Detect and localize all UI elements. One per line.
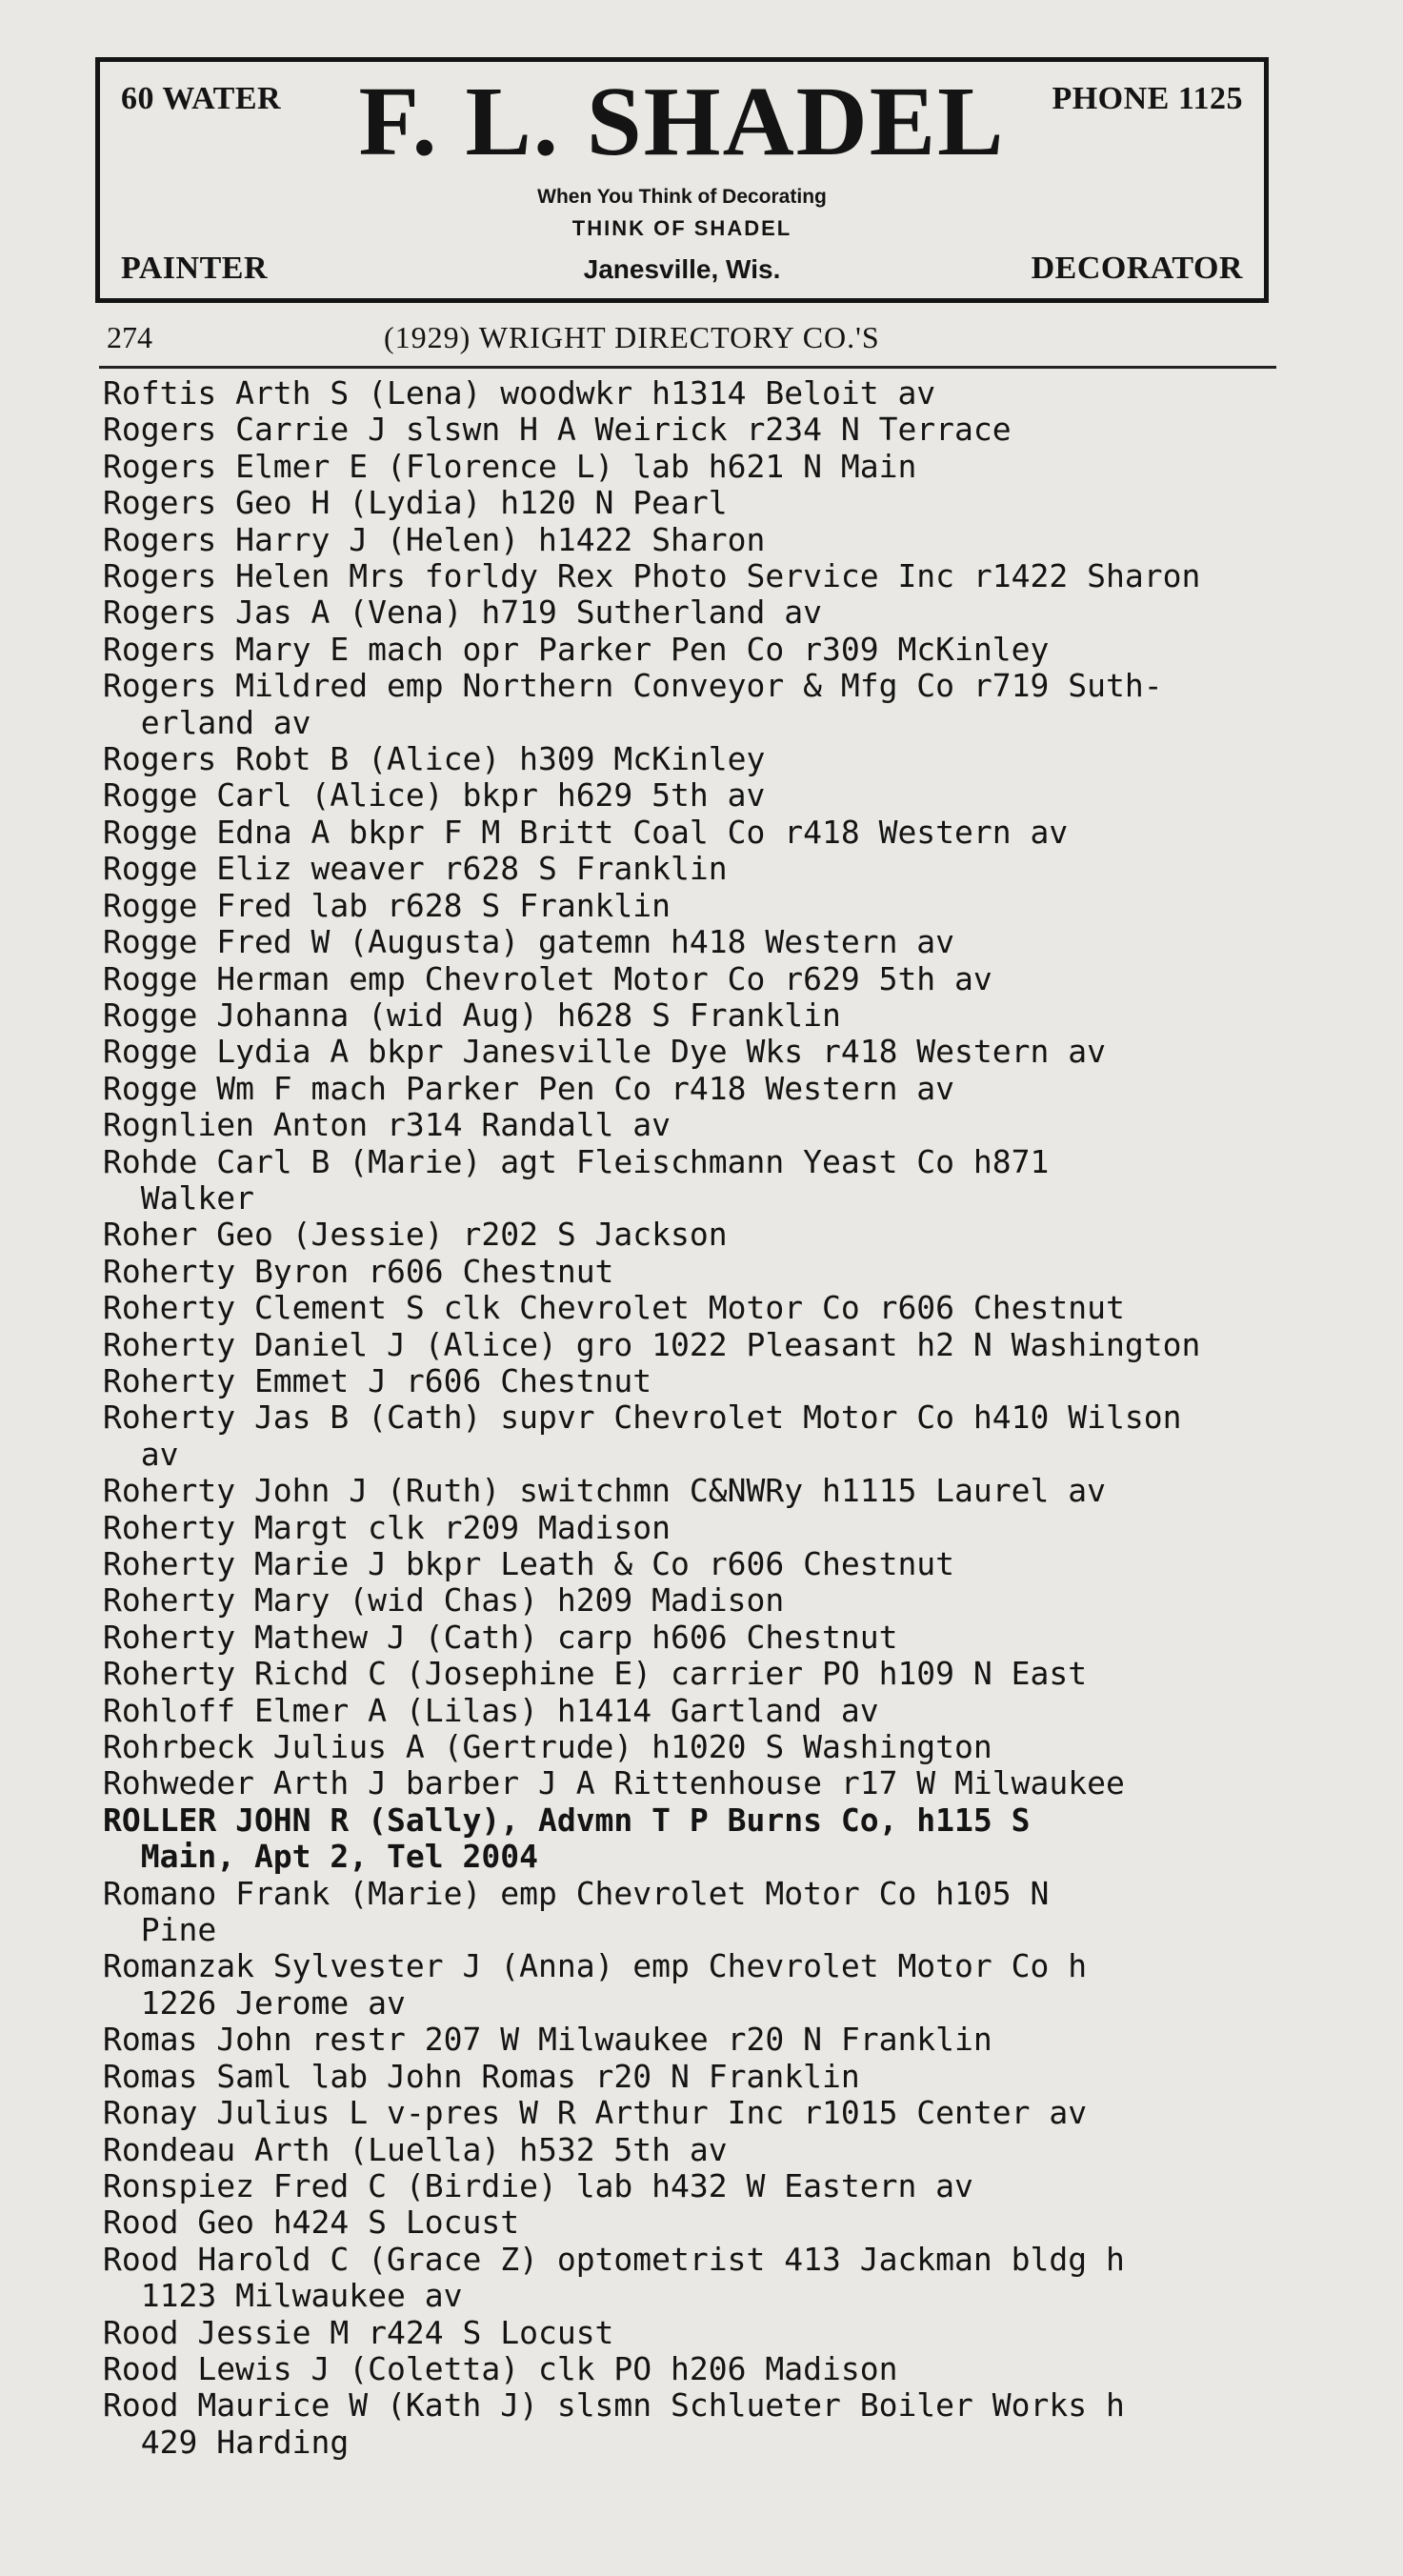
directory-entry: Rohrbeck Julius A (Gertrude) h1020 S Washington bbox=[103, 1728, 992, 1766]
directory-entry: Rogge Eliz weaver r628 S Franklin bbox=[103, 850, 728, 888]
directory-entry: Rogge Carl (Alice) bkpr h629 5th av bbox=[103, 776, 766, 815]
directory-entry: ROLLER JOHN R (Sally), Advmn T P Burns Co, h115 S Main, Apt 2, Tel 2004 bbox=[103, 1801, 1031, 1876]
directory-entry: Rogers Carrie J slswn H A Weirick r234 N Terrace bbox=[103, 411, 1012, 449]
directory-entry: Rood Harold C (Grace Z) optometrist 413 Jackman bldg h 1123 Milwaukee av bbox=[103, 2240, 1125, 2315]
directory-entry: Rood Jessie M r424 S Locust bbox=[103, 2313, 614, 2351]
directory-entry: Rogers Mary E mach opr Parker Pen Co r309 McKinley bbox=[103, 630, 1050, 668]
directory-entry: Rogge Herman emp Chevrolet Motor Co r629 5th av bbox=[103, 959, 992, 997]
directory-entry: Rogers Jas A (Vena) h719 Sutherland av bbox=[103, 594, 822, 632]
directory-entry: Roherty Byron r606 Chestnut bbox=[103, 1252, 614, 1290]
ad-address: 60 WATER bbox=[121, 81, 282, 116]
directory-entry: Rogge Johanna (wid Aug) h628 S Franklin bbox=[103, 996, 841, 1034]
directory-entry: Rogers Harry J (Helen) h1422 Sharon bbox=[103, 520, 766, 558]
directory-entry: Rogge Wm F mach Parker Pen Co r418 Western av bbox=[103, 1069, 955, 1107]
directory-listing bbox=[103, 375, 1284, 2461]
directory-entry: Rogers Mildred emp Northern Conveyor & Mfg Co r719 Suth- erland av bbox=[103, 667, 1163, 741]
directory-entry: Roherty Jas B (Cath) supvr Chevrolet Motor Co h410 Wilson av bbox=[103, 1399, 1182, 1473]
ad-tagline: When You Think of Decorating bbox=[537, 186, 827, 208]
directory-entry: Romanzak Sylvester J (Anna) emp Chevrolet Motor Co h 1226 Jerome av bbox=[103, 1947, 1088, 2022]
directory-entry: Rogge Edna A bkpr F M Britt Coal Co r418 Western av bbox=[103, 813, 1069, 851]
directory-entry: Ronay Julius L v-pres W R Arthur Inc r1015 Center av bbox=[103, 2094, 1088, 2132]
directory-entry: Rood Lewis J (Coletta) clk PO h206 Madison bbox=[103, 2349, 898, 2387]
directory-entry: Roftis Arth S (Lena) woodwkr h1314 Beloit av bbox=[103, 374, 936, 412]
directory-entry: Rogge Fred W (Augusta) gatemn h418 Western av bbox=[103, 923, 955, 961]
directory-entry: Roherty Richd C (Josephine E) carrier PO h109 N East bbox=[103, 1655, 1088, 1693]
directory-entry: Rogers Helen Mrs forldy Rex Photo Service Inc r1422 Sharon bbox=[103, 557, 1201, 595]
header-rule bbox=[99, 366, 1276, 369]
directory-entry: Rood Maurice W (Kath J) slsmn Schlueter Boiler Works h 429 Harding bbox=[103, 2386, 1125, 2461]
directory-entry: Roherty Margt clk r209 Madison bbox=[103, 1508, 671, 1546]
directory-entry: Roherty Mary (wid Chas) h209 Madison bbox=[103, 1581, 785, 1620]
directory-entry: Roherty Daniel J (Alice) gro 1022 Pleasant h2 N Washington bbox=[103, 1325, 1201, 1363]
directory-entry: Romas Saml lab John Romas r20 N Franklin bbox=[103, 2057, 860, 2095]
directory-entry: Roherty Clement S clk Chevrolet Motor Co r606 Chestnut bbox=[103, 1289, 1125, 1327]
ad-phone: PHONE 1125 bbox=[1052, 81, 1243, 116]
directory-entry: Rohde Carl B (Marie) agt Fleischmann Yeast Co h871 Walker bbox=[103, 1142, 1050, 1217]
directory-entry: Rogers Elmer E (Florence L) lab h621 N Main bbox=[103, 447, 917, 485]
directory-entry: Roherty Marie J bkpr Leath & Co r606 Chestnut bbox=[103, 1545, 955, 1582]
page-number: 274 bbox=[107, 320, 152, 354]
ad-trade-painter: PAINTER bbox=[121, 251, 268, 286]
directory-entry: Rogge Lydia A bkpr Janesville Dye Wks r418 Western av bbox=[103, 1033, 1106, 1071]
directory-entry: Roherty Mathew J (Cath) carp h606 Chestnut bbox=[103, 1618, 898, 1656]
ad-slogan: THINK OF SHADEL bbox=[571, 216, 792, 240]
ad-trade-decorator: DECORATOR bbox=[1031, 251, 1243, 286]
directory-entry: Rogers Geo H (Lydia) h120 N Pearl bbox=[103, 484, 728, 522]
directory-entry: Rognlien Anton r314 Randall av bbox=[103, 1106, 671, 1144]
directory-entry: Rogers Robt B (Alice) h309 McKinley bbox=[103, 740, 766, 778]
ad-city: Janesville, Wis. bbox=[583, 254, 781, 284]
directory-entry: Romas John restr 207 W Milwaukee r20 N Franklin bbox=[103, 2021, 992, 2059]
directory-entry: Romano Frank (Marie) emp Chevrolet Motor Co h105 N Pine bbox=[103, 1874, 1050, 1949]
directory-entry: Roherty Emmet J r606 Chestnut bbox=[103, 1361, 652, 1399]
directory-entry: Roher Geo (Jessie) r202 S Jackson bbox=[103, 1216, 728, 1254]
directory-entry: Ronspiez Fred C (Birdie) lab h432 W Eastern av bbox=[103, 2166, 973, 2204]
directory-entry: Rondeau Arth (Luella) h532 5th av bbox=[103, 2130, 728, 2168]
directory-entry: Rohweder Arth J barber J A Rittenhouse r17 W Milwaukee bbox=[103, 1764, 1125, 1802]
directory-title: (1929) WRIGHT DIRECTORY CO.'S bbox=[384, 320, 880, 354]
directory-entry: Rood Geo h424 S Locust bbox=[103, 2204, 520, 2242]
directory-entry: Rohloff Elmer A (Lilas) h1414 Gartland av bbox=[103, 1691, 879, 1729]
ad-business-name: F. L. SHADEL bbox=[358, 67, 1006, 176]
shadel-advertisement bbox=[95, 57, 1269, 303]
directory-entry: Roherty John J (Ruth) switchmn C&NWRy h1115 Laurel av bbox=[103, 1472, 1106, 1510]
running-header bbox=[103, 320, 1276, 360]
directory-entry: Rogge Fred lab r628 S Franklin bbox=[103, 886, 671, 924]
